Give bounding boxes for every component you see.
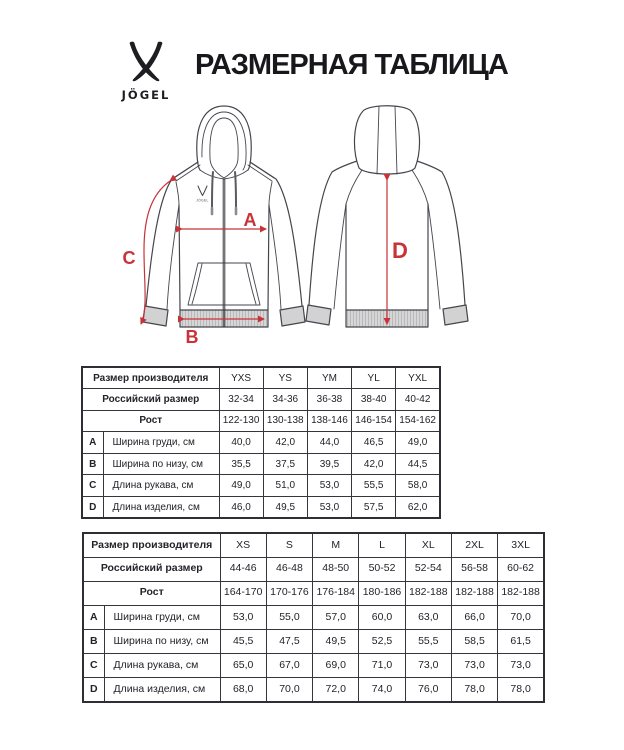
size-value-cell: 182-188 bbox=[451, 581, 497, 605]
measure-value-cell: 49,0 bbox=[396, 432, 440, 454]
size-value-cell: 182-188 bbox=[498, 581, 544, 605]
measure-value-cell: 68,0 bbox=[220, 678, 266, 702]
group-label-cell: Размер производителя bbox=[83, 533, 220, 557]
measure-label-cell: Ширина по низу, см bbox=[103, 453, 219, 475]
size-header-row bbox=[82, 367, 440, 389]
hoodie-front-view bbox=[143, 106, 305, 327]
measure-value-cell: 52,5 bbox=[359, 629, 405, 653]
size-table-1-container bbox=[81, 366, 441, 519]
size-value-cell: 50-52 bbox=[359, 557, 405, 581]
size-value-cell: 56-58 bbox=[451, 557, 497, 581]
measure-value-cell: 46,0 bbox=[219, 497, 263, 519]
measure-row bbox=[83, 653, 544, 677]
size-value-cell: 60-62 bbox=[498, 557, 544, 581]
dimension-label-c: C bbox=[122, 248, 136, 268]
measure-value-cell: 35,5 bbox=[219, 453, 263, 475]
size-table-2 bbox=[82, 532, 545, 703]
measure-key-cell: C bbox=[83, 653, 104, 677]
measure-label-cell: Ширина по низу, см bbox=[104, 629, 220, 653]
measure-value-cell: 74,0 bbox=[359, 678, 405, 702]
group-label-cell: Рост bbox=[82, 410, 219, 432]
measure-value-cell: 49,5 bbox=[313, 629, 359, 653]
measure-value-cell: 65,0 bbox=[220, 653, 266, 677]
size-header-row bbox=[83, 581, 544, 605]
size-value-cell: 138-146 bbox=[307, 410, 351, 432]
size-value-cell: 46-48 bbox=[266, 557, 312, 581]
measure-value-cell: 70,0 bbox=[498, 605, 544, 629]
size-header-row bbox=[83, 557, 544, 581]
measure-value-cell: 78,0 bbox=[498, 678, 544, 702]
brand-wordmark: JÖGEL bbox=[121, 88, 171, 102]
size-value-cell: YXL bbox=[396, 367, 440, 389]
measure-value-cell: 53,0 bbox=[220, 605, 266, 629]
size-table-2-container bbox=[82, 532, 545, 703]
kangaroo-pocket bbox=[188, 263, 260, 305]
measure-row bbox=[82, 497, 440, 519]
measure-value-cell: 55,5 bbox=[352, 475, 396, 497]
measure-key-cell: B bbox=[82, 453, 103, 475]
measure-value-cell: 39,5 bbox=[307, 453, 351, 475]
size-value-cell: YS bbox=[263, 367, 307, 389]
size-value-cell: 52-54 bbox=[405, 557, 451, 581]
size-value-cell: 146-154 bbox=[352, 410, 396, 432]
measure-key-cell: C bbox=[82, 475, 103, 497]
measure-value-cell: 60,0 bbox=[359, 605, 405, 629]
size-value-cell: 130-138 bbox=[263, 410, 307, 432]
measure-label-cell: Длина изделия, см bbox=[103, 497, 219, 519]
measure-key-cell: D bbox=[83, 678, 104, 702]
measure-value-cell: 72,0 bbox=[313, 678, 359, 702]
measure-value-cell: 49,0 bbox=[219, 475, 263, 497]
dimension-arrow-c bbox=[141, 181, 170, 324]
measure-row bbox=[83, 678, 544, 702]
page-title: РАЗМЕРНАЯ ТАБЛИЦА bbox=[195, 49, 508, 81]
measure-value-cell: 42,0 bbox=[263, 432, 307, 454]
size-value-cell: 40-42 bbox=[396, 389, 440, 411]
measure-value-cell: 70,0 bbox=[266, 678, 312, 702]
size-value-cell: 32-34 bbox=[219, 389, 263, 411]
measure-value-cell: 61,5 bbox=[498, 629, 544, 653]
size-value-cell: 154-162 bbox=[396, 410, 440, 432]
size-value-cell: YL bbox=[352, 367, 396, 389]
measure-row bbox=[83, 629, 544, 653]
measure-value-cell: 73,0 bbox=[498, 653, 544, 677]
measure-value-cell: 47,5 bbox=[266, 629, 312, 653]
size-value-cell: 48-50 bbox=[313, 557, 359, 581]
measure-key-cell: B bbox=[83, 629, 104, 653]
measure-value-cell: 51,0 bbox=[263, 475, 307, 497]
size-value-cell: 176-184 bbox=[313, 581, 359, 605]
measure-label-cell: Ширина груди, см bbox=[104, 605, 220, 629]
size-value-cell: YM bbox=[307, 367, 351, 389]
size-value-cell: 44-46 bbox=[220, 557, 266, 581]
size-header-row bbox=[82, 389, 440, 411]
size-value-cell: 36-38 bbox=[307, 389, 351, 411]
measure-value-cell: 40,0 bbox=[219, 432, 263, 454]
measure-value-cell: 55,0 bbox=[266, 605, 312, 629]
measure-value-cell: 58,0 bbox=[396, 475, 440, 497]
measure-key-cell: A bbox=[82, 432, 103, 454]
measure-value-cell: 78,0 bbox=[451, 678, 497, 702]
size-value-cell: YXS bbox=[219, 367, 263, 389]
jogel-logo-icon bbox=[127, 40, 165, 86]
measure-value-cell: 45,5 bbox=[220, 629, 266, 653]
brand-logo bbox=[106, 40, 186, 102]
measure-value-cell: 46,5 bbox=[352, 432, 396, 454]
measure-value-cell: 73,0 bbox=[405, 653, 451, 677]
group-label-cell: Российский размер bbox=[83, 557, 220, 581]
group-label-cell: Российский размер bbox=[82, 389, 219, 411]
measure-value-cell: 53,0 bbox=[307, 475, 351, 497]
size-value-cell: XS bbox=[220, 533, 266, 557]
size-value-cell: 164-170 bbox=[220, 581, 266, 605]
measure-value-cell: 73,0 bbox=[451, 653, 497, 677]
measure-value-cell: 55,5 bbox=[405, 629, 451, 653]
size-value-cell: 38-40 bbox=[352, 389, 396, 411]
size-value-cell: XL bbox=[405, 533, 451, 557]
measure-value-cell: 67,0 bbox=[266, 653, 312, 677]
size-value-cell: 2XL bbox=[451, 533, 497, 557]
measure-value-cell: 66,0 bbox=[451, 605, 497, 629]
measure-value-cell: 69,0 bbox=[313, 653, 359, 677]
measure-label-cell: Длина рукава, см bbox=[104, 653, 220, 677]
measure-value-cell: 53,0 bbox=[307, 497, 351, 519]
measure-value-cell: 37,5 bbox=[263, 453, 307, 475]
size-table-1 bbox=[81, 366, 441, 519]
size-value-cell: 182-188 bbox=[405, 581, 451, 605]
dimension-label-b: B bbox=[185, 327, 199, 347]
chest-wordmark: JÖGEL bbox=[196, 198, 209, 203]
hoodie-measurement-diagram bbox=[100, 100, 480, 355]
size-value-cell: M bbox=[313, 533, 359, 557]
size-value-cell: L bbox=[359, 533, 405, 557]
measure-key-cell: D bbox=[82, 497, 103, 519]
measure-value-cell: 42,0 bbox=[352, 453, 396, 475]
measure-row bbox=[83, 605, 544, 629]
size-value-cell: S bbox=[266, 533, 312, 557]
size-value-cell: 34-36 bbox=[263, 389, 307, 411]
size-header-row bbox=[83, 533, 544, 557]
group-label-cell: Рост bbox=[83, 581, 220, 605]
dimension-label-d: D bbox=[392, 238, 408, 263]
measure-value-cell: 58,5 bbox=[451, 629, 497, 653]
size-value-cell: 180-186 bbox=[359, 581, 405, 605]
measure-row bbox=[82, 453, 440, 475]
measure-value-cell: 57,5 bbox=[352, 497, 396, 519]
size-header-row bbox=[82, 410, 440, 432]
chest-logo bbox=[196, 186, 208, 203]
measure-value-cell: 57,0 bbox=[313, 605, 359, 629]
measure-key-cell: A bbox=[83, 605, 104, 629]
dimension-label-a: A bbox=[243, 210, 257, 230]
measure-value-cell: 63,0 bbox=[405, 605, 451, 629]
group-label-cell: Размер производителя bbox=[82, 367, 219, 389]
measure-value-cell: 71,0 bbox=[359, 653, 405, 677]
measure-row bbox=[82, 475, 440, 497]
measure-value-cell: 49,5 bbox=[263, 497, 307, 519]
measure-label-cell: Ширина груди, см bbox=[103, 432, 219, 454]
size-value-cell: 122-130 bbox=[219, 410, 263, 432]
size-value-cell: 3XL bbox=[498, 533, 544, 557]
measure-row bbox=[82, 432, 440, 454]
measure-value-cell: 76,0 bbox=[405, 678, 451, 702]
size-value-cell: 170-176 bbox=[266, 581, 312, 605]
measure-label-cell: Длина рукава, см bbox=[103, 475, 219, 497]
measure-value-cell: 62,0 bbox=[396, 497, 440, 519]
measure-label-cell: Длина изделия, см bbox=[104, 678, 220, 702]
measure-value-cell: 44,5 bbox=[396, 453, 440, 475]
dimension-annotations bbox=[141, 180, 387, 324]
measure-value-cell: 44,0 bbox=[307, 432, 351, 454]
